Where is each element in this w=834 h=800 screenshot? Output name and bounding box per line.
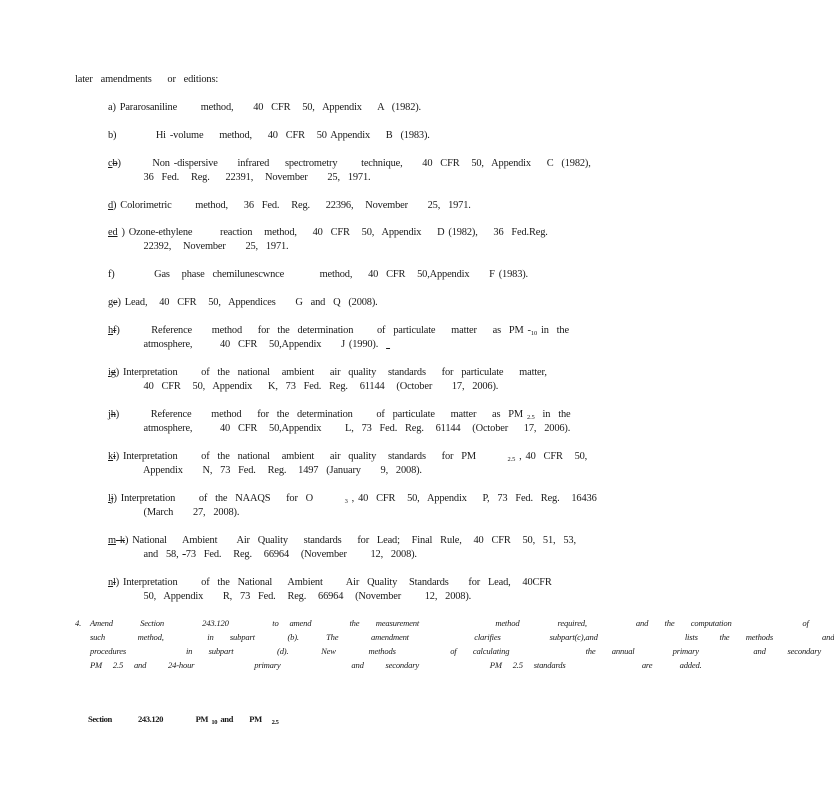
list-item-k-line2: Appendix N, 73 Fed. Reg. 1497 (January 9, 2008).: [108, 465, 422, 476]
list-item-j-line2: atmosphere, 40 CFR 50,Appendix L, 73 Fed. Reg. 61144 (October 17, 2006).: [108, 423, 571, 434]
section-title-pm25: PM: [249, 714, 262, 724]
amend-note-line2: such method, in subpart (b). The amendment clarifies subpart(c),and lists the methods and: [90, 632, 834, 642]
list-item-e-line2: 22392, November 25, 1971.: [108, 241, 289, 252]
label-deleted: b: [112, 158, 118, 169]
list-item-i-line1: ig) Interpretation of the national ambient air quality standards for particulate matter,: [108, 367, 547, 378]
list-item-k-line1: ki) Interpretation of the national ambient air quality standards for PM 2.5 , 40 CFR 50,: [108, 451, 588, 463]
list-item-n-line2: 50, Appendix R, 73 Fed. Reg. 66964 (November 12, 2008).: [108, 591, 472, 602]
label-inserted: ed: [108, 227, 118, 238]
list-item-a: a) Pararosaniline method, 40 CFR 50, Appendix A (1982).: [108, 102, 421, 113]
amend-note-line3: procedures in subpart (d). New methods of calculating the annual primary and secondary: [90, 646, 822, 656]
amend-note-number: 4.: [75, 618, 82, 628]
list-item-j-line1: jh) Reference method for the determination of particulate matter as PM 2.5 in the: [108, 409, 571, 421]
list-item-m-line1: m k) National Ambient Air Quality standards for Lead; Final Rule, 40 CFR 50, 51, 53,: [108, 535, 576, 546]
amend-note-line4: PM 2.5 and 24-hour primary and secondary PM 2.5 standards are added.: [90, 660, 702, 670]
section-sub25: 2.5: [271, 719, 279, 726]
amend-note-line1: Amend Section 243.120 to amend the measurement method required, and the computation of: [90, 618, 809, 628]
list-item-c-line1: [108, 157, 591, 170]
list-item-h-line1: hf) Reference method for the determination of particulate matter as PM -10 in the: [108, 325, 569, 337]
list-item-h-line2: atmosphere, 40 CFR 50,Appendix J (1990).: [108, 339, 387, 350]
section-label: Section: [88, 714, 112, 724]
list-item-e-line1: ed ) Ozone-ethylene reaction method, 40 CFR 50, Appendix D (1982), 36 Fed.Reg.: [108, 227, 548, 238]
section-and: and: [220, 714, 233, 724]
list-item-f: f) Gas phase chemilunescwnce method, 40 CFR 50,Appendix F (1983).: [108, 269, 528, 280]
item-c-text: ) Non -dispersive infrared spectrometry technique, 40 CFR 50, Appendix C (1982),: [117, 158, 591, 169]
list-item-d: d) Colorimetric method, 36 Fed. Reg. 22396, November 25, 1971.: [108, 200, 471, 211]
intro-line: later amendments or editions:: [75, 74, 219, 85]
list-item-n-line1: nl) Interpretation of the National Ambient Air Quality Standards for Lead, 40CFR: [108, 577, 552, 588]
label-inserted: d: [108, 200, 114, 211]
label-inserted: c: [108, 158, 113, 169]
section-number: 243.120: [137, 714, 164, 724]
section-heading: [75, 700, 279, 740]
list-item-l-line2: (March 27, 2008).: [108, 507, 240, 518]
list-item-l-line1: lj) Interpretation of the NAAQS for O 3 , 40 CFR 50, Appendix P, 73 Fed. Reg. 16436: [108, 493, 597, 505]
section-title-pm: PM: [195, 714, 209, 724]
list-item-i-line2: 40 CFR 50, Appendix K, 73 Fed. Reg. 61144 (October 17, 2006).: [108, 381, 499, 392]
list-item-g: ge) Lead, 40 CFR 50, Appendices G and Q (2008).: [108, 297, 378, 308]
list-item-m-line2: and 58, -73 Fed. Reg. 66964 (November 12, 2008).: [108, 549, 417, 560]
list-item-c-line2: 36 Fed. Reg. 22391, November 25, 1971.: [108, 172, 371, 183]
list-item-b: b) Hi -volume method, 40 CFR 50 Appendix B (1983).: [108, 130, 430, 141]
section-sub10: 10: [211, 719, 218, 726]
